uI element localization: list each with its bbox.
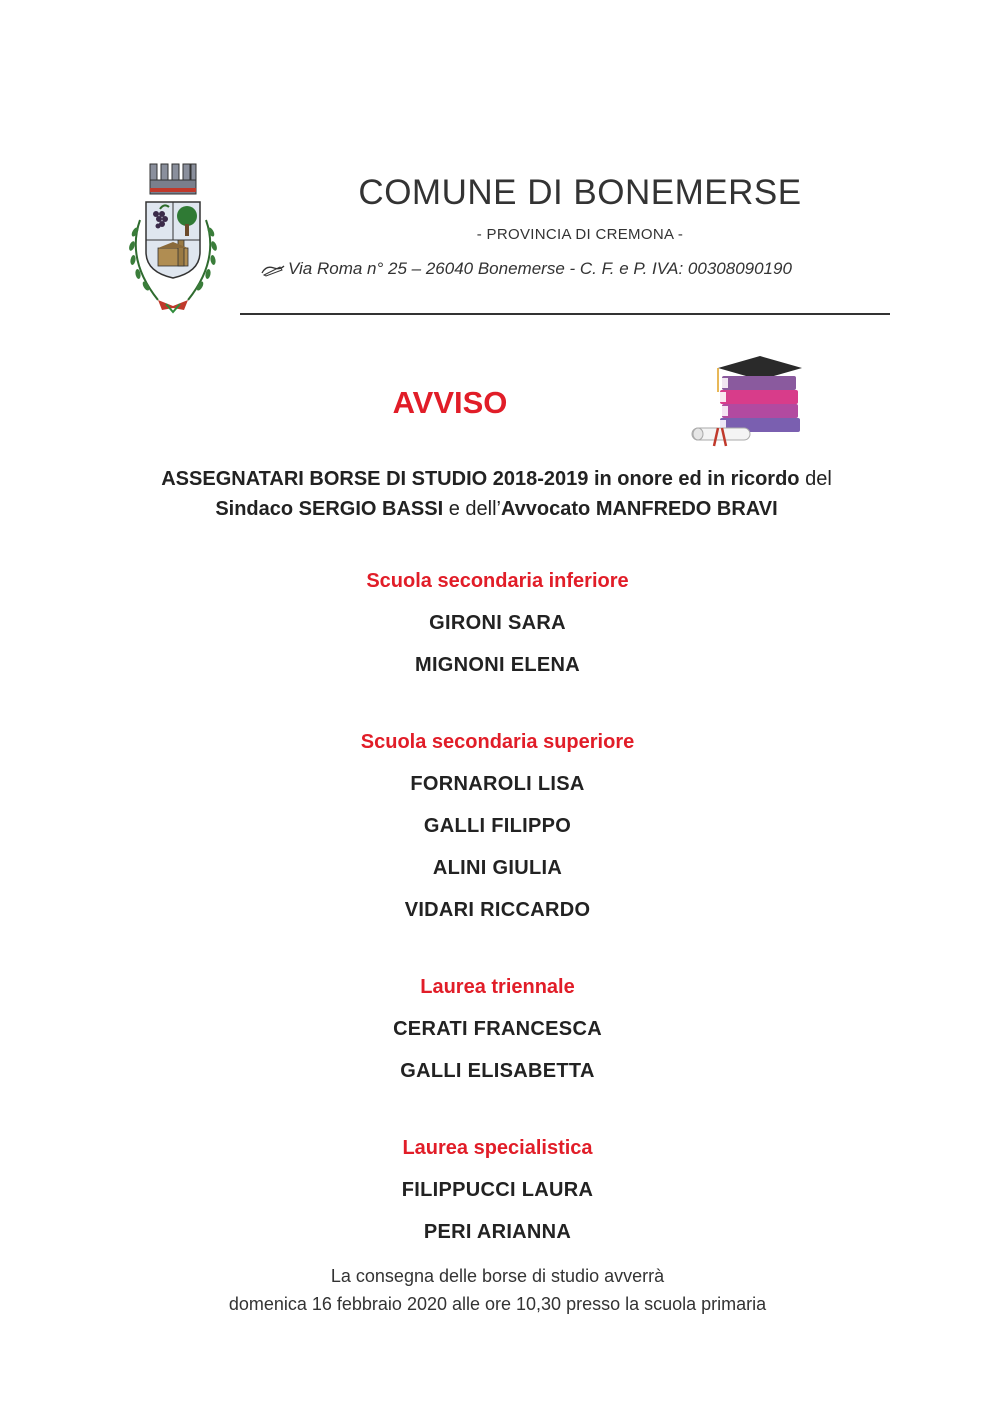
subtitle-line2-b: SERGIO BASSI bbox=[298, 498, 444, 520]
recipient-name: ALINI GIULIA bbox=[432, 857, 563, 879]
graduation-books-icon bbox=[688, 352, 808, 452]
recipient-name: FORNAROLI LISA bbox=[410, 773, 585, 795]
section-heading: Scuola secondaria inferiore bbox=[366, 570, 629, 592]
address-line bbox=[260, 259, 900, 279]
recipient-name: GALLI ELISABETTA bbox=[400, 1060, 595, 1082]
notice-subtitle bbox=[60, 464, 933, 524]
recipient-name: FILIPPUCCI LAURA bbox=[401, 1179, 594, 1201]
recipient-name: GIRONI SARA bbox=[429, 612, 566, 634]
subtitle-line2-d: Avvocato MANFREDO BRAVI bbox=[500, 498, 778, 520]
address-text: Via Roma n° 25 – 26040 Bonemerse - C. F. e P. IVA: 00308090190 bbox=[288, 259, 792, 278]
subtitle-line1-normal: del bbox=[799, 468, 832, 490]
section-heading: Scuola secondaria superiore bbox=[360, 731, 635, 753]
delivery-note bbox=[100, 1262, 895, 1318]
delivery-note-line2: domenica 16 febbraio 2020 alle ore 10,30 presso la scuola primaria bbox=[228, 1294, 767, 1314]
header-divider bbox=[240, 313, 890, 315]
recipient-name: PERI ARIANNA bbox=[423, 1221, 572, 1243]
recipient-name: CERATI FRANCESCA bbox=[393, 1018, 602, 1040]
pen-icon bbox=[260, 263, 286, 277]
recipient-name: MIGNONI ELENA bbox=[414, 654, 580, 676]
municipal-crest-icon bbox=[118, 160, 228, 318]
recipient-name: GALLI FILIPPO bbox=[423, 815, 572, 837]
delivery-note-line1: La consegna delle borse di studio avverrà bbox=[330, 1266, 665, 1286]
section-heading: Laurea triennale bbox=[420, 976, 575, 998]
recipient-name: VIDARI RICCARDO bbox=[404, 899, 591, 921]
province-label: - PROVINCIA DI CREMONA - bbox=[476, 226, 684, 243]
section-heading: Laurea specialistica bbox=[402, 1137, 593, 1159]
municipality-name: COMUNE DI BONEMERSE bbox=[358, 173, 802, 212]
subtitle-line2-c: e dell’ bbox=[443, 498, 501, 520]
subtitle-line1-bold: ASSEGNATARI BORSE DI STUDIO 2018-2019 in onore ed in ricordo bbox=[161, 468, 800, 490]
subtitle-line2-a: Sindaco bbox=[215, 498, 299, 520]
notice-title: AVVISO bbox=[392, 385, 508, 420]
